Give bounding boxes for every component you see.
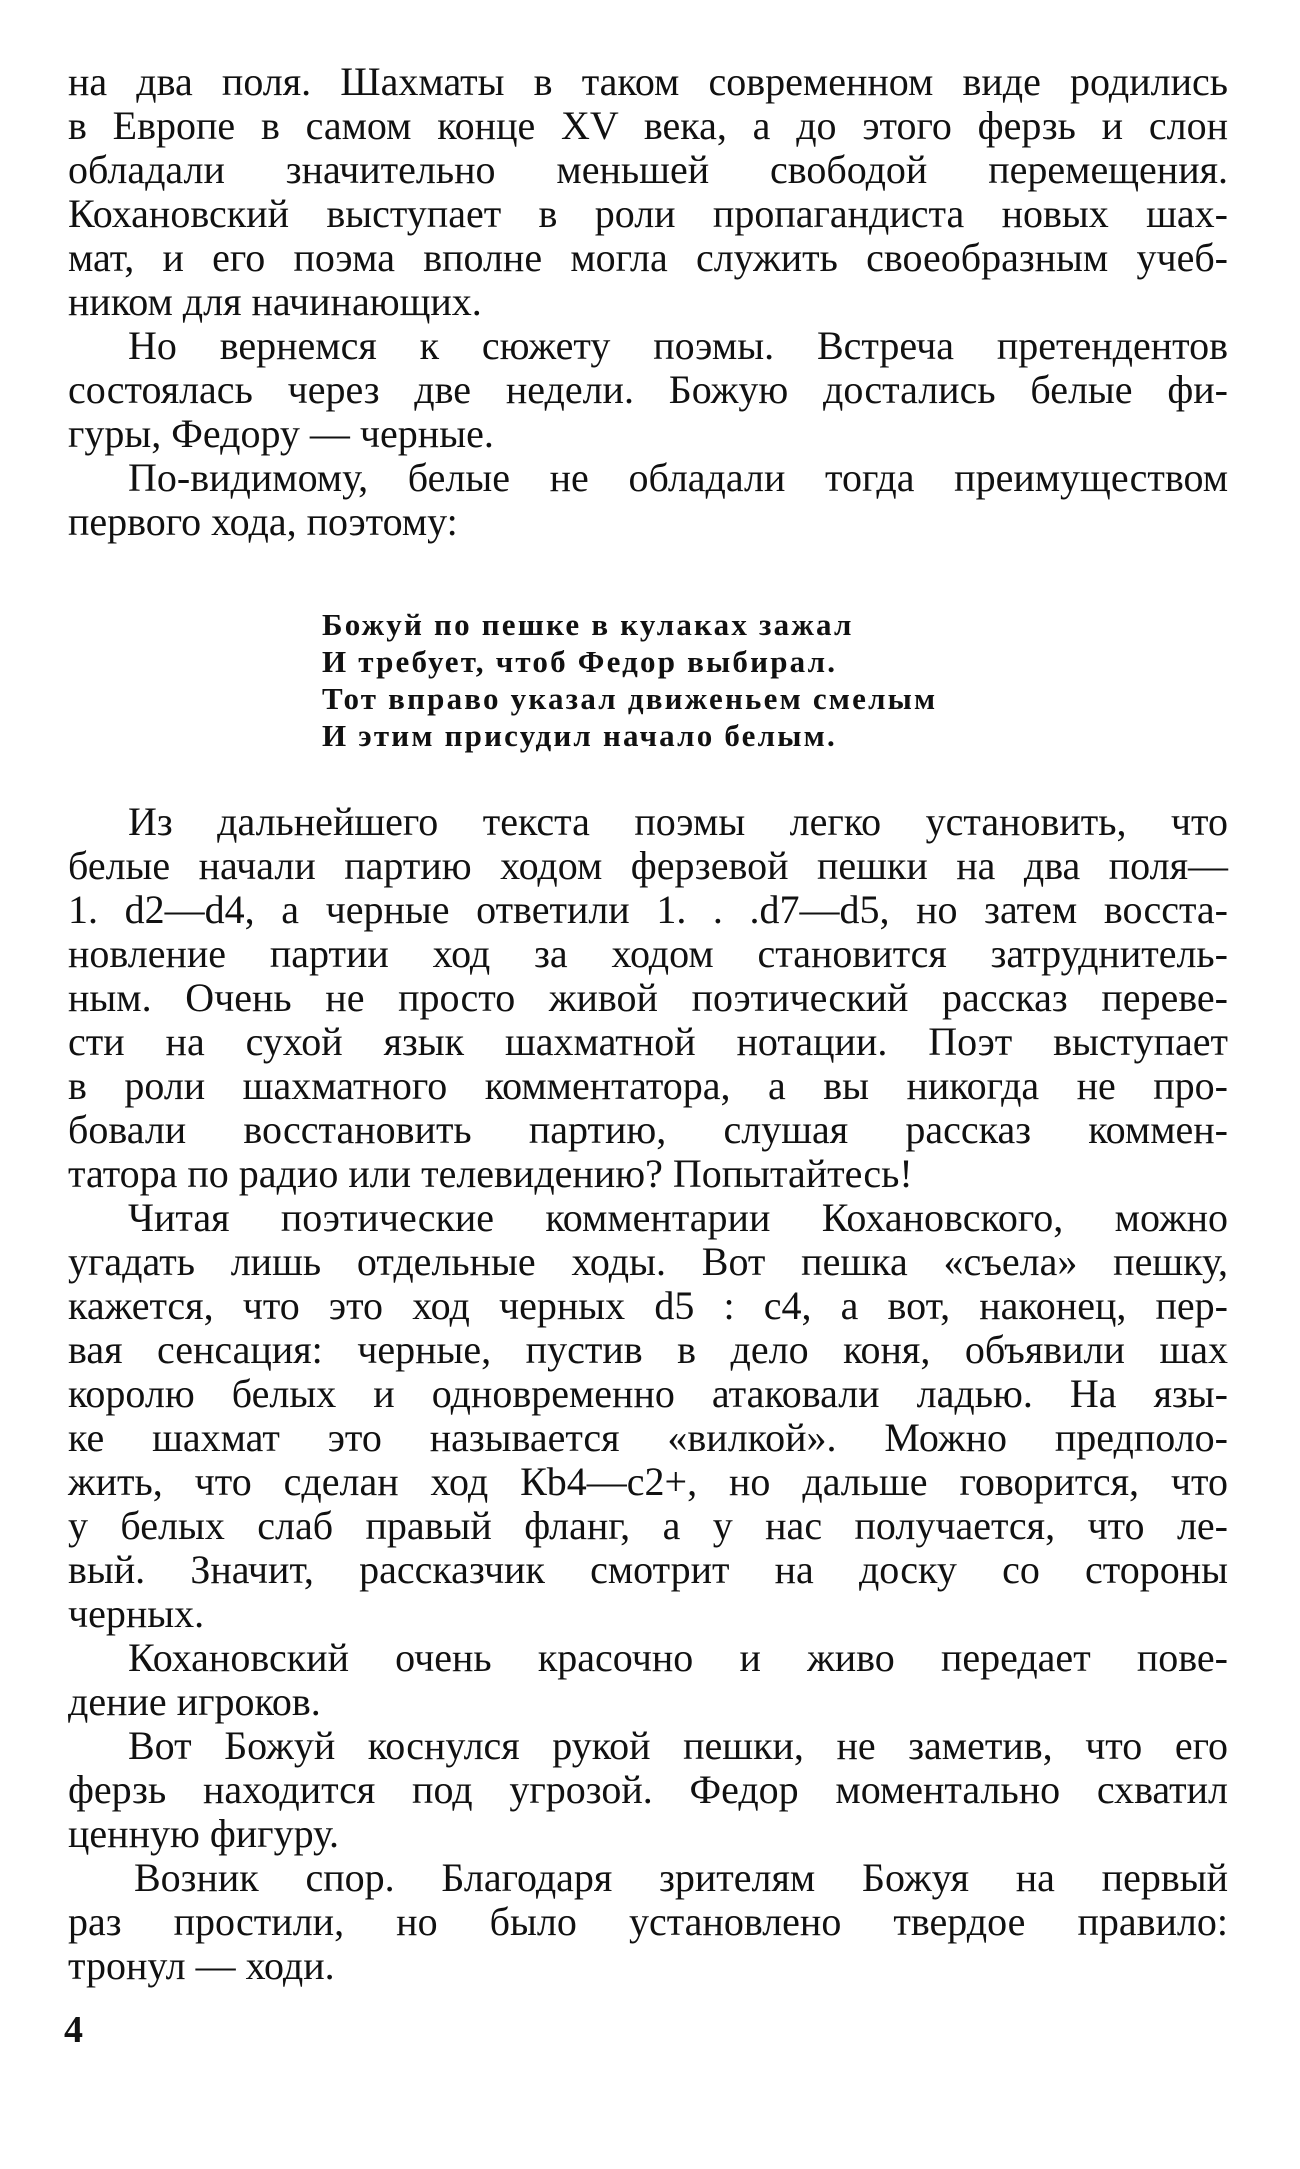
text-line: у белых слаб правый фланг, а у нас получается, что ле-	[68, 1503, 1228, 1548]
text-line: 1. d2—d4, а черные ответили 1. . .d7—d5, но затем восста-	[68, 887, 1228, 932]
prose-block-top	[68, 60, 1228, 544]
text-line: ным. Очень не просто живой поэтический рассказ переве-	[68, 975, 1228, 1020]
paragraph	[68, 324, 1228, 456]
text-line: черных.	[68, 1591, 205, 1636]
text-line: на два поля. Шахматы в таком современном виде родились	[68, 59, 1228, 104]
paragraph	[68, 800, 1228, 1196]
paragraph	[68, 1856, 1228, 1988]
text-line: мат, и его поэма вполне могла служить своеобразным учеб-	[68, 235, 1228, 280]
paragraph	[68, 1196, 1228, 1636]
text-line: дение игроков.	[68, 1679, 321, 1724]
text-line: Из дальнейшего текста поэмы легко установить, что	[128, 799, 1228, 844]
text-line: белые начали партию ходом ферзевой пешки на два поля—	[68, 843, 1228, 888]
text-line: Но вернемся к сюжету поэмы. Встреча претендентов	[128, 323, 1228, 368]
text-line: По-видимому, белые не обладали тогда преимуществом	[128, 455, 1228, 500]
verse-line: Божуй по пешке в кулаках зажал	[322, 607, 854, 642]
paragraph	[68, 1724, 1228, 1856]
text-line: новление партии ход за ходом становится затруднитель-	[68, 931, 1228, 976]
text-line: состоялась через две недели. Божую достались белые фи-	[68, 367, 1228, 412]
text-line: Читая поэтические комментарии Кохановского, можно	[128, 1195, 1228, 1240]
text-line: вый. Значит, рассказчик смотрит на доску со стороны	[68, 1547, 1228, 1592]
text-line: ником для начинающих.	[68, 279, 482, 324]
text-line: угадать лишь отдельные ходы. Вот пешка «съела» пешку,	[68, 1239, 1228, 1284]
text-line: Кохановский выступает в роли пропагандиста новых шах-	[68, 191, 1228, 236]
paragraph	[68, 1636, 1228, 1724]
verse-line: Тот вправо указал движеньем смелым	[322, 681, 938, 716]
verse-line: И этим присудил начало белым.	[322, 718, 837, 753]
verse-line: И требует, чтоб Федор выбирал.	[322, 644, 838, 679]
text-line: ферзь находится под угрозой. Федор моментально схватил	[68, 1767, 1228, 1812]
text-line: в Европе в самом конце XV века, а до этого ферзь и слон	[68, 103, 1228, 148]
text-line: первого хода, поэтому:	[68, 499, 458, 544]
text-line: Вот Божуй коснулся рукой пешки, не заметив, что его	[128, 1723, 1228, 1768]
prose-block-bottom	[68, 800, 1228, 1988]
page-number: 4	[64, 2009, 83, 2051]
paragraph	[68, 456, 1228, 544]
text-line: тронул — ходи.	[68, 1943, 335, 1988]
text-line: раз простили, но было установлено твердое правило:	[68, 1899, 1228, 1944]
text-line: бовали восстановить партию, слушая рассказ коммен-	[68, 1107, 1228, 1152]
text-line: гуры, Федору — черные.	[68, 411, 494, 456]
text-line: ке шахмат это называется «вилкой». Можно предполо-	[68, 1415, 1228, 1460]
text-line: Возник спор. Благодаря зрителям Божуя на первый	[134, 1855, 1228, 1900]
text-line: королю белых и одновременно атаковали ладью. На язы-	[68, 1371, 1228, 1416]
text-line: сти на сухой язык шахматной нотации. Поэт выступает	[68, 1019, 1228, 1064]
text-line: татора по радио или телевидению? Попытайтесь!	[68, 1151, 913, 1196]
text-line: обладали значительно меньшей свободой перемещения.	[68, 147, 1228, 192]
paragraph	[68, 60, 1228, 324]
text-line: в роли шахматного комментатора, а вы никогда не про-	[68, 1063, 1228, 1108]
text-line: ценную фигуру.	[68, 1811, 340, 1856]
text-line: жить, что сделан ход Кb4—c2+, но дальше говорится, что	[68, 1459, 1228, 1504]
text-line: Кохановский очень красочно и живо передает пове-	[128, 1635, 1228, 1680]
text-line: вая сенсация: черные, пустив в дело коня, объявили шах	[68, 1327, 1228, 1372]
text-line: кажется, что это ход черных d5 : c4, а вот, наконец, пер-	[68, 1283, 1228, 1328]
verse-quote	[322, 606, 1022, 754]
